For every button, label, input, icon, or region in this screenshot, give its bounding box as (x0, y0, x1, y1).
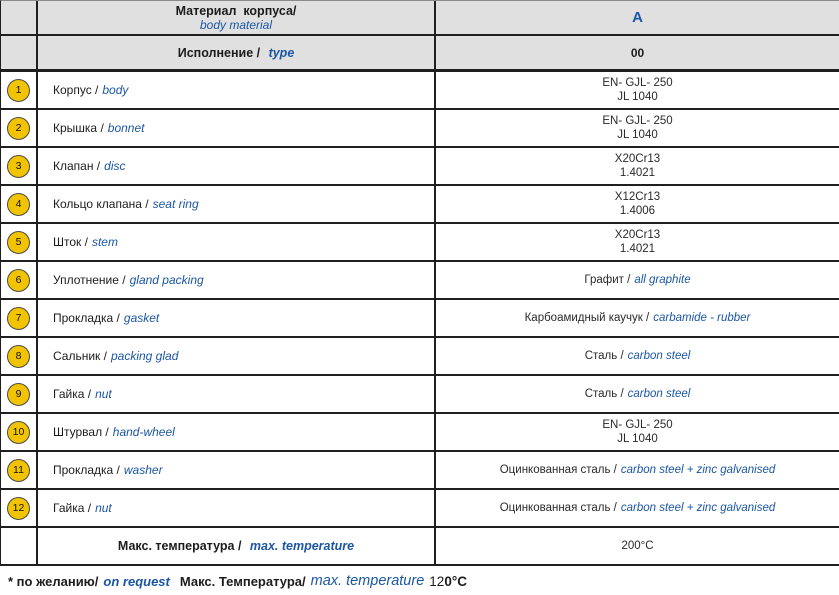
type-value-cell (436, 36, 839, 69)
table-row (1, 376, 839, 414)
part-value-cell (436, 224, 839, 260)
part-name-en: gland packing (129, 273, 204, 287)
part-name-en: hand-wheel (112, 425, 175, 439)
part-value-cell (436, 376, 839, 412)
max-temperature-value-cell (436, 528, 839, 564)
part-value-line2: 1.4006 (619, 205, 656, 217)
part-value-ru: Оцинкованная сталь / (499, 464, 617, 476)
part-name-ru: Гайка / (53, 387, 92, 401)
part-name-cell (38, 300, 436, 336)
row-number-badge: 9 (7, 383, 30, 406)
max-temperature-label-cell (38, 528, 436, 564)
table-row (1, 148, 839, 186)
part-name-cell (38, 148, 436, 184)
part-name-cell (38, 262, 436, 298)
footnote-temp-value-bold: 0°С (444, 573, 467, 589)
part-value-ru: Карбоамидный каучук / (524, 312, 650, 324)
part-value-line1: EN- GJL- 250 (602, 419, 673, 431)
body-material-label-ru: Материал корпуса/ (175, 3, 297, 18)
part-value-cell (436, 148, 839, 184)
footnote-max-temp-ru: Макс. Температура/ (179, 573, 306, 589)
max-temperature-value: 200°С (621, 540, 654, 552)
part-value-line1: EN- GJL- 250 (602, 77, 673, 89)
part-value-ru: Сталь / (584, 388, 624, 400)
part-name-ru: Сальник / (53, 349, 107, 363)
part-value-line1: X20Cr13 (614, 229, 661, 241)
part-name-cell (38, 186, 436, 222)
part-name-en: stem (91, 235, 118, 249)
footnote-on-request-en: on request (103, 573, 170, 589)
part-value-line2: JL 1040 (617, 91, 658, 103)
row-number-badge: 5 (7, 231, 30, 254)
part-name-en: seat ring (152, 197, 199, 211)
row-badge-cell (1, 452, 38, 488)
header-row-body-material (1, 1, 839, 36)
part-value-cell (436, 452, 839, 488)
row-badge-cell (1, 490, 38, 526)
row-badge-cell (1, 300, 38, 336)
table-row (1, 224, 839, 262)
part-name-ru: Прокладка / (53, 463, 120, 477)
part-name-cell (38, 490, 436, 526)
part-value-en: carbamide - rubber (653, 312, 751, 324)
type-value: 00 (630, 45, 645, 60)
part-value-ru: Оцинкованная сталь / (499, 502, 617, 514)
row-number-badge: 8 (7, 345, 30, 368)
part-value-ru: Графит / (584, 274, 631, 286)
part-name-en: disc (104, 159, 126, 173)
row-badge-cell (1, 376, 38, 412)
part-name-en: nut (95, 387, 112, 401)
part-name-en: washer (123, 463, 163, 477)
part-value-line2: 1.4021 (619, 167, 656, 179)
part-name-ru: Корпус / (53, 83, 99, 97)
part-name-cell (38, 376, 436, 412)
table-row (1, 414, 839, 452)
max-temperature-row (1, 528, 839, 566)
table-row (1, 262, 839, 300)
header-row-type (1, 36, 839, 72)
part-name-en: nut (95, 501, 112, 515)
footnote-temp-value: 12 (429, 573, 445, 589)
part-value-cell (436, 490, 839, 526)
part-value-line2: 1.4021 (619, 243, 656, 255)
part-name-ru: Гайка / (53, 501, 92, 515)
part-value-bilingual (500, 463, 776, 477)
footnote (0, 566, 839, 595)
row-number-badge: 7 (7, 307, 30, 330)
row-number-badge: 6 (7, 269, 30, 292)
part-name-cell (38, 452, 436, 488)
row-badge-cell (1, 148, 38, 184)
part-name-ru: Крышка / (53, 121, 104, 135)
row-number-badge: 12 (7, 497, 30, 520)
row-number-badge: 10 (7, 421, 30, 444)
row-badge-cell (1, 262, 38, 298)
header-badge-spacer (1, 1, 38, 34)
part-value-line1: X12Cr13 (614, 191, 661, 203)
part-value-en: all graphite (634, 274, 691, 286)
table-row (1, 452, 839, 490)
table-row (1, 110, 839, 148)
row-badge-cell (1, 110, 38, 146)
part-name-cell (38, 338, 436, 374)
material-column-letter: A (632, 9, 643, 26)
part-value-line1: EN- GJL- 250 (602, 115, 673, 127)
row-badge-cell (1, 414, 38, 450)
part-name-ru: Клапан / (53, 159, 101, 173)
part-name-en: body (102, 83, 129, 97)
footnote-max-temp-en: max. temperature (310, 573, 425, 589)
part-name-ru: Шток / (53, 235, 88, 249)
table-row (1, 186, 839, 224)
part-value-cell (436, 338, 839, 374)
part-value-cell (436, 300, 839, 336)
type-label-ru: Исполнение / (177, 45, 261, 60)
table-row (1, 300, 839, 338)
part-name-ru: Прокладка / (53, 311, 120, 325)
type-label-en: type (268, 45, 295, 60)
footer-badge-spacer (1, 528, 38, 564)
row-number-badge: 3 (7, 155, 30, 178)
header-badge-spacer (1, 36, 38, 69)
row-number-badge: 11 (7, 459, 30, 482)
part-value-line2: JL 1040 (617, 129, 658, 141)
type-label-cell (38, 36, 436, 69)
part-value-cell (436, 110, 839, 146)
table-row (1, 72, 839, 110)
row-number-badge: 2 (7, 117, 30, 140)
table-row (1, 338, 839, 376)
row-number-badge: 4 (7, 193, 30, 216)
part-value-line1: X20Cr13 (614, 153, 661, 165)
row-badge-cell (1, 186, 38, 222)
max-temperature-label-ru: Макс. температура / (117, 539, 242, 553)
max-temperature-label-en: max. temperature (249, 539, 355, 553)
part-value-cell (436, 414, 839, 450)
part-value-en: carbon steel (627, 388, 691, 400)
part-name-ru: Штурвал / (53, 425, 109, 439)
part-name-cell (38, 224, 436, 260)
part-value-bilingual (585, 387, 691, 401)
part-value-bilingual (525, 311, 751, 325)
part-value-ru: Сталь / (584, 350, 624, 362)
part-value-cell (436, 72, 839, 108)
part-name-ru: Уплотнение / (53, 273, 126, 287)
part-value-cell (436, 262, 839, 298)
row-number-badge: 1 (7, 79, 30, 102)
part-value-en: carbon steel + zinc galvanised (620, 502, 776, 514)
part-value-en: carbon steel + zinc galvanised (620, 464, 776, 476)
part-value-cell (436, 186, 839, 222)
part-value-bilingual (584, 273, 690, 287)
material-column-header-cell (436, 1, 839, 34)
row-badge-cell (1, 224, 38, 260)
part-name-en: bonnet (107, 121, 145, 135)
part-value-bilingual (585, 349, 691, 363)
part-name-ru: Кольцо клапана / (53, 197, 149, 211)
part-value-en: carbon steel (627, 350, 691, 362)
part-name-en: gasket (123, 311, 160, 325)
part-name-cell (38, 72, 436, 108)
part-name-en: packing glad (110, 349, 179, 363)
body-material-label-en: body material (199, 17, 273, 32)
footnote-on-request-ru: * по желанию/ (8, 573, 99, 589)
part-value-bilingual (500, 501, 776, 515)
body-material-label-cell (38, 1, 436, 34)
part-name-cell (38, 110, 436, 146)
table-row (1, 490, 839, 528)
part-value-line2: JL 1040 (617, 433, 658, 445)
row-badge-cell (1, 338, 38, 374)
part-name-cell (38, 414, 436, 450)
row-badge-cell (1, 72, 38, 108)
